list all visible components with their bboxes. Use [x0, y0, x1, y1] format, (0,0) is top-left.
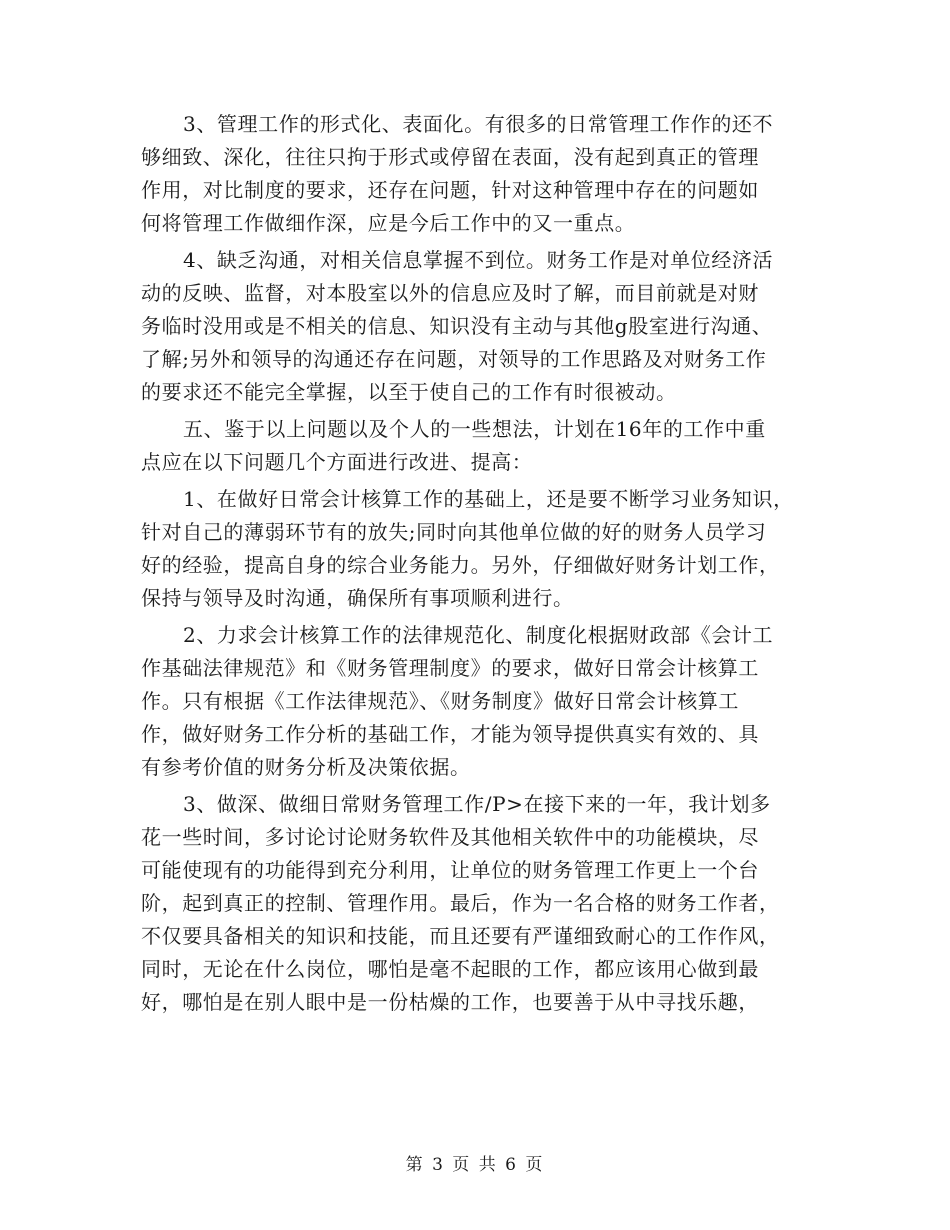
text-line: 同时，无论在什么岗位，哪怕是毫不起眼的工作，都应该用心做到最 — [141, 957, 759, 981]
text-line: 2、力求会计核算工作的法律规范化、制度化根据财政部《会计工 — [183, 623, 774, 647]
text-line: 务临时没用或是不相关的信息、知识没有主动与其他g股室进行沟通、 — [141, 314, 773, 338]
text-line: 好，哪怕是在别人眼中是一份枯燥的工作，也要善于从中寻找乐趣， — [141, 990, 759, 1014]
paragraph-lack-of-communication — [141, 244, 831, 409]
text-line: 的要求还不能完全掌握，以至于使自己的工作有时很被动。 — [141, 380, 677, 404]
paragraph-section-five — [141, 413, 831, 479]
paragraph-standardization — [141, 619, 831, 784]
paragraph-management-formalism — [141, 108, 831, 240]
text-line: 够细致、深化，往往只拘于形式或停留在表面，没有起到真正的管理 — [141, 145, 759, 169]
page-number-footer: 第 3 页 共 6 页 — [405, 1155, 545, 1175]
text-line: 点应在以下问题几个方面进行改进、提高： — [141, 450, 533, 474]
text-line: 何将管理工作做细作深，应是今后工作中的又一重点。 — [141, 211, 636, 235]
text-line: 不仅要具备相关的知识和技能，而且还要有严谨细致耐心的工作作风， — [141, 924, 780, 948]
text-line: 五、鉴于以上问题以及个人的一些想法，计划在16年的工作中重 — [183, 417, 766, 441]
text-line: 了解;另外和领导的沟通还存在问题，对领导的工作思路及对财务工作 — [141, 347, 767, 371]
paragraph-deepen-management — [141, 788, 831, 1019]
text-line: 阶，起到真正的控制、管理作用。最后，作为一名合格的财务工作者， — [141, 891, 780, 915]
text-line: 好的经验，提高自身的综合业务能力。另外，仔细做好财务计划工作， — [141, 553, 780, 577]
text-line: 4、缺乏沟通，对相关信息掌握不到位。财务工作是对单位经济活 — [183, 248, 774, 272]
text-line: 针对自己的薄弱环节有的放失;同时向其他单位做的好的财务人员学习 — [141, 520, 767, 544]
text-line: 作基础法律规范》和《财务管理制度》的要求，做好日常会计核算工 — [141, 656, 759, 680]
paragraph-improve-accounting — [141, 483, 831, 615]
text-line: 3、管理工作的形式化、表面化。有很多的日常管理工作作的还不 — [183, 112, 774, 136]
text-line: 3、做深、做细日常财务管理工作/P>在接下来的一年，我计划多 — [183, 792, 771, 816]
text-line: 花一些时间，多讨论讨论财务软件及其他相关软件中的功能模块，尽 — [141, 825, 759, 849]
text-line: 动的反映、监督，对本股室以外的信息应及时了解，而目前就是对财 — [141, 281, 759, 305]
text-line: 保持与领导及时沟通，确保所有事项顺利进行。 — [141, 586, 574, 610]
text-line: 有参考价值的财务分析及决策依据。 — [141, 755, 471, 779]
text-line: 作。只有根据《工作法律规范》、《财务制度》做好日常会计核算工 — [141, 689, 739, 713]
text-line: 1、在做好日常会计核算工作的基础上，还是要不断学习业务知识， — [183, 487, 794, 511]
text-line: 作，做好财务工作分析的基础工作，才能为领导提供真实有效的、具 — [141, 722, 759, 746]
document-body — [141, 108, 831, 1023]
text-line: 作用，对比制度的要求，还存在问题，针对这种管理中存在的问题如 — [141, 178, 759, 202]
text-line: 可能使现有的功能得到充分利用，让单位的财务管理工作更上一个台 — [141, 858, 759, 882]
